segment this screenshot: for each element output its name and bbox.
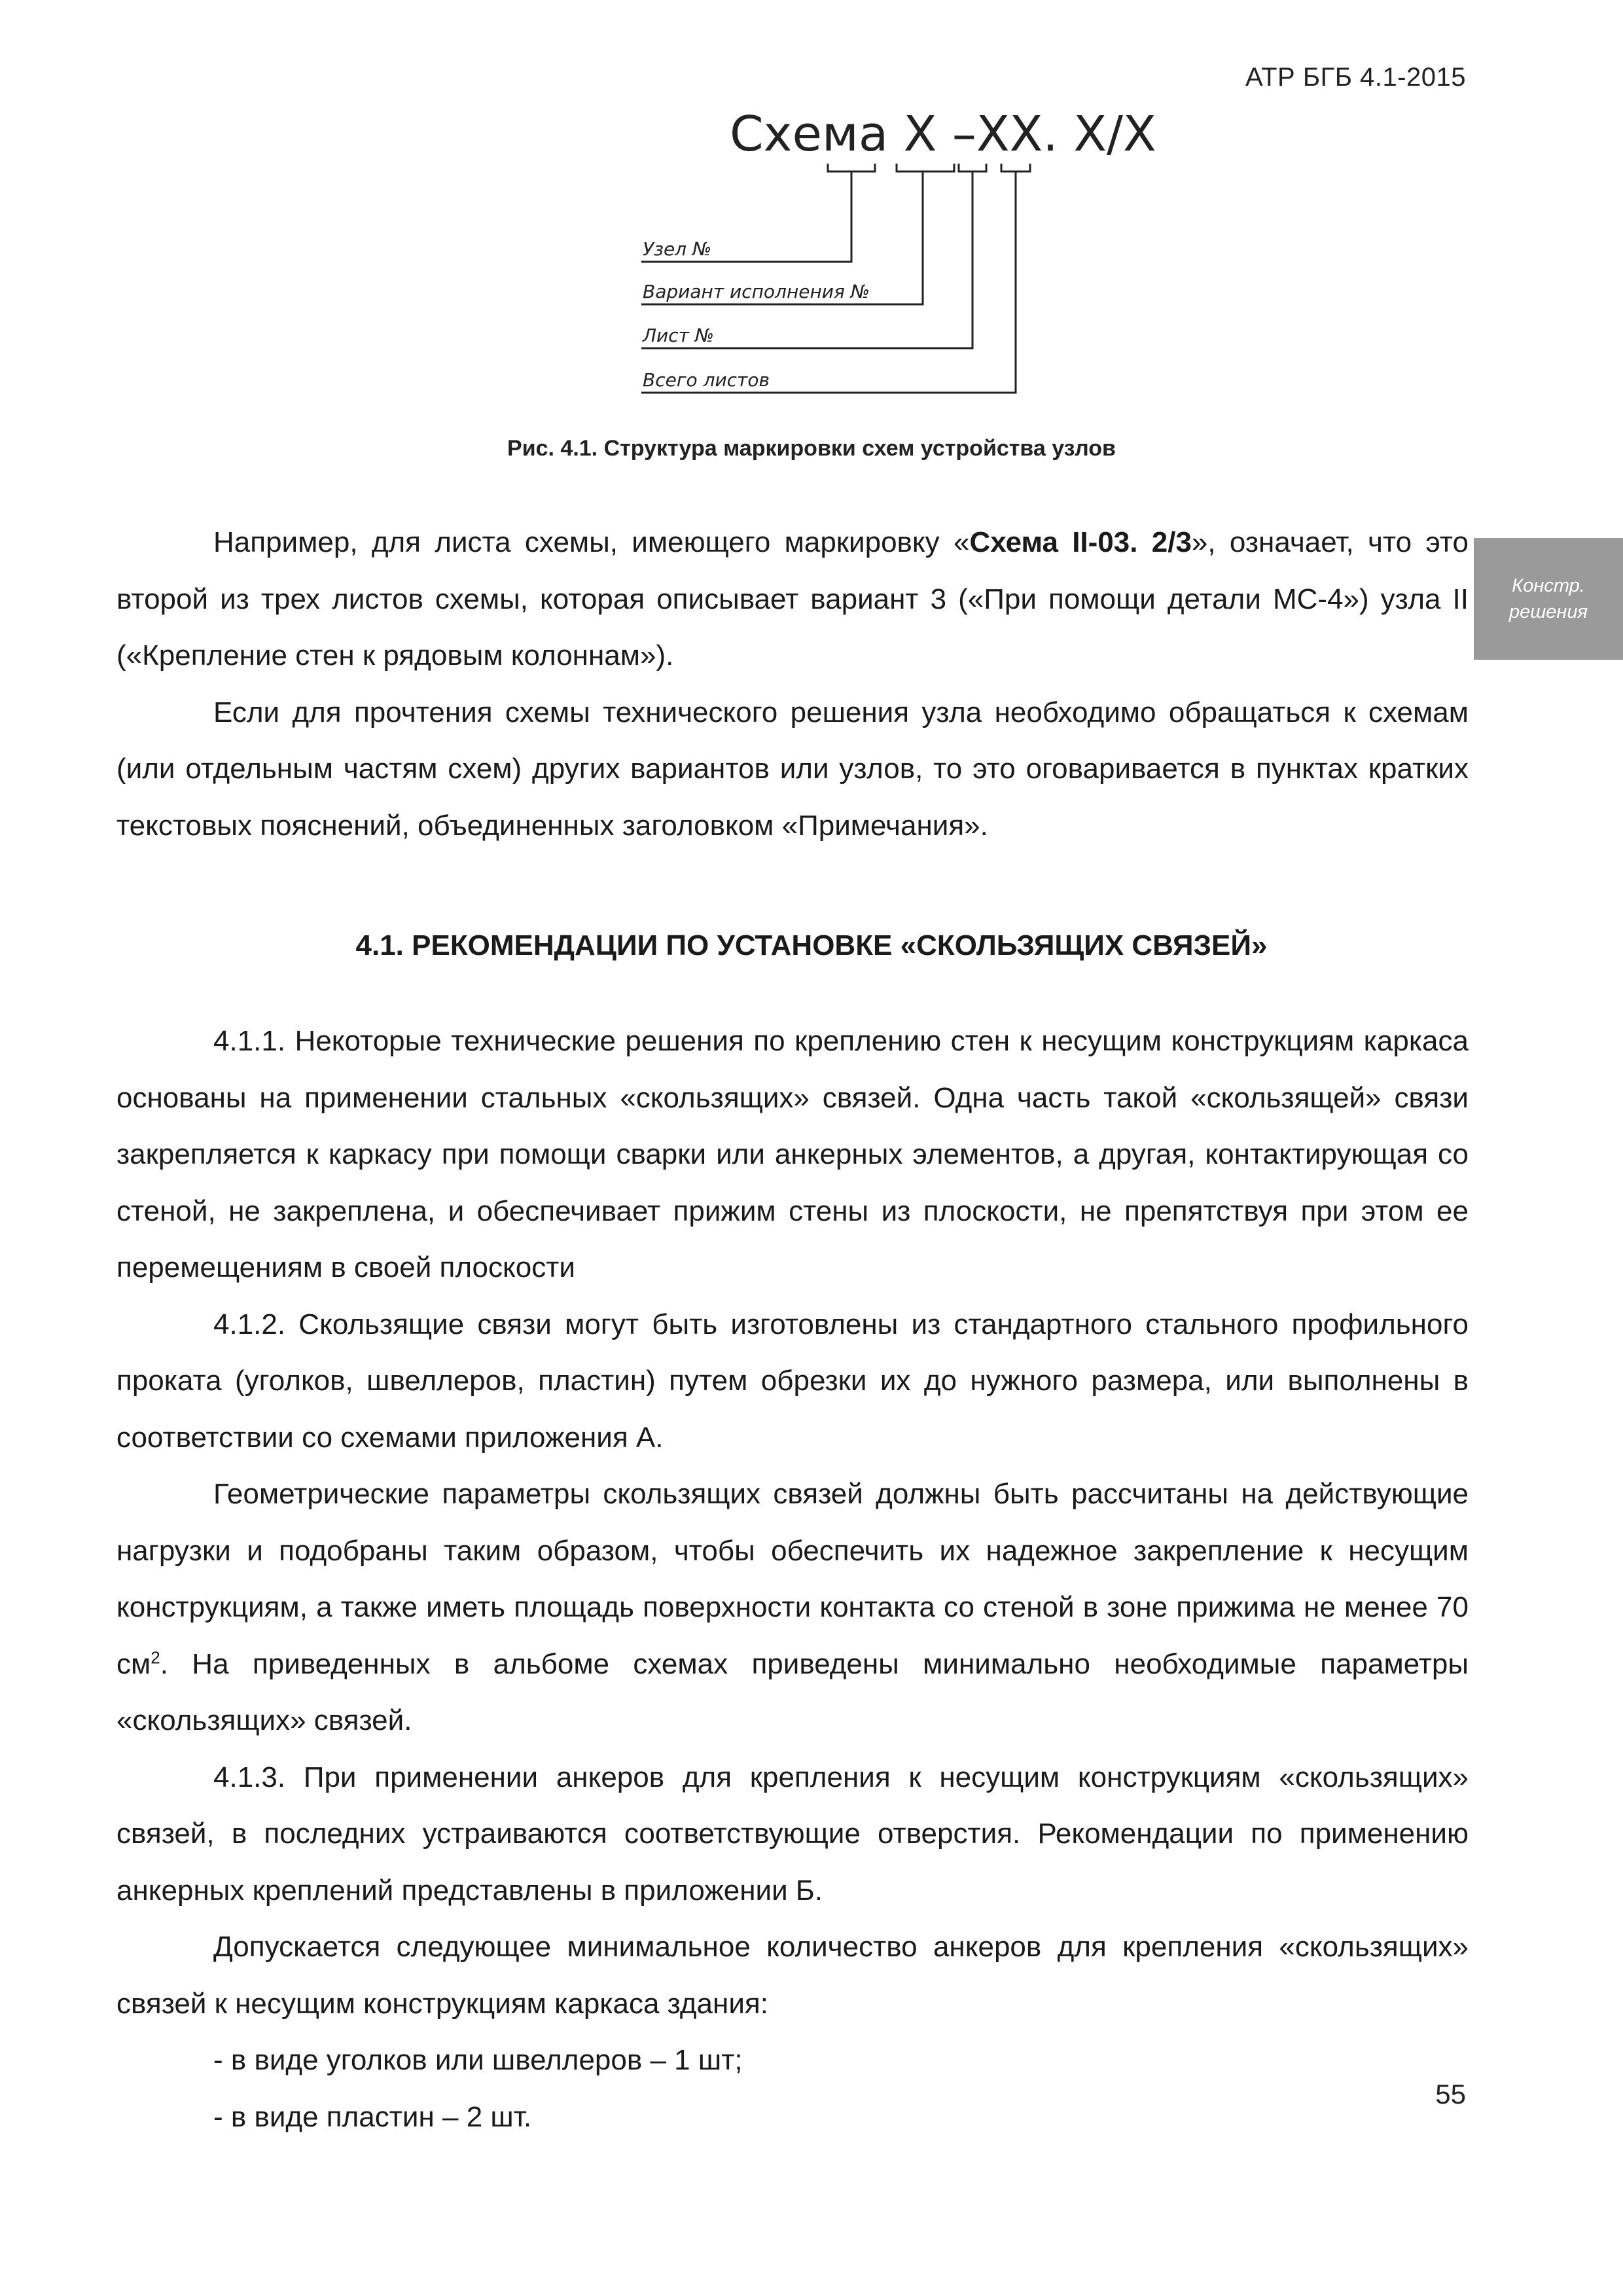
page-number: 55 (1435, 2079, 1466, 2109)
schema-label: Схема X –XX. X/X (730, 106, 1156, 162)
callout-total-sheets: Всего листов (643, 369, 770, 391)
intro-paragraph-1: Например, для листа схемы, имеющего маркировку «Схема II-03. 2/3», означает, что это второй из трех листов схемы, которая описывает вариант 3 («При помощи детали МС-4») узла II («Крепление стен к рядовым колоннам»). (116, 526, 1469, 672)
callout-node: Узел № (643, 238, 712, 260)
document-code: АТР БГБ 4.1-2015 (1245, 63, 1466, 92)
label-brackets (828, 164, 1030, 171)
figure-caption: Рис. 4.1. Структура маркировки схем устройства узлов (507, 436, 1116, 461)
intro-paragraph-2: Если для прочтения схемы технического решения узла необходимо обращаться к схемам (или отдельным частям схем) других вариантов или узлов, то это оговаривается в пунктах кратких текстовых пояснений, объединенных заголовком «Примечания». (116, 696, 1469, 842)
paragraph-allowed: Допускается следующее минимальное количество анкеров для крепления «скользящих» связей к несущим конструкциям каркаса здания: (116, 1931, 1469, 2020)
list-item: - в виде пластин – 2 шт. (213, 2100, 532, 2133)
intro-text (116, 514, 1469, 854)
paragraph-4-1-3: 4.1.3. При применении анкеров для крепления к несущим конструкциям «скользящих» связей, в последних устраиваются соответствующие отверстия. Рекомендации по применению анкерных креплений представлены в приложении Б. (116, 1761, 1469, 1907)
side-tab-line1: Констр. (1512, 575, 1585, 596)
section-text (116, 1013, 1469, 2145)
schema-example: Схема II-03. 2/3 (969, 526, 1192, 558)
section-side-tab (1474, 538, 1623, 660)
list-item: - в виде уголков или швеллеров – 1 шт; (213, 2044, 743, 2076)
paragraph-geometry: Геометрические параметры скользящих связей должны быть рассчитаны на действующие нагрузки и подобраны таким образом, чтобы обеспечить их надежное закрепление к несущим конструкциям, а также иметь площадь поверхности контакта со стеной в зоне прижима не менее 70 $см^2$. На приведенных в альбоме схемах приведены минимально необходимые параметры «скользящих» связей. (116, 1478, 1469, 1736)
side-tab-line2: решения (1508, 601, 1588, 622)
paragraph-4-1-1: 4.1.1. Некоторые технические решения по креплению стен к несущим конструкциям каркаса основаны на применении стальных «скользящих» связей. Одна часть такой «скользящей» связи закрепляется к каркасу при помощи сварки или анкерных элементов, а другая, контактирующая со стеной, не закреплена, и обеспечивает прижим стены из плоскости, не препятствуя при этом ее перемещениям в своей плоскости (116, 1025, 1469, 1283)
marking-diagram (622, 98, 1156, 412)
callout-sheet: Лист № (643, 325, 714, 346)
paragraph-4-1-2: 4.1.2. Скользящие связи могут быть изготовлены из стандартного стального профильного проката (уголков, швеллеров, пластин) путем обрезки их до нужного размера, или выполнены в соответствии со схемами приложения А. (116, 1308, 1469, 1454)
callout-variant: Вариант исполнения № (643, 281, 870, 302)
marking-structure-figure (622, 98, 1156, 412)
section-heading: 4.1. РЕКОМЕНДАЦИИ ПО УСТАНОВКЕ «СКОЛЬЗЯЩИХ СВЯЗЕЙ» (355, 929, 1268, 961)
